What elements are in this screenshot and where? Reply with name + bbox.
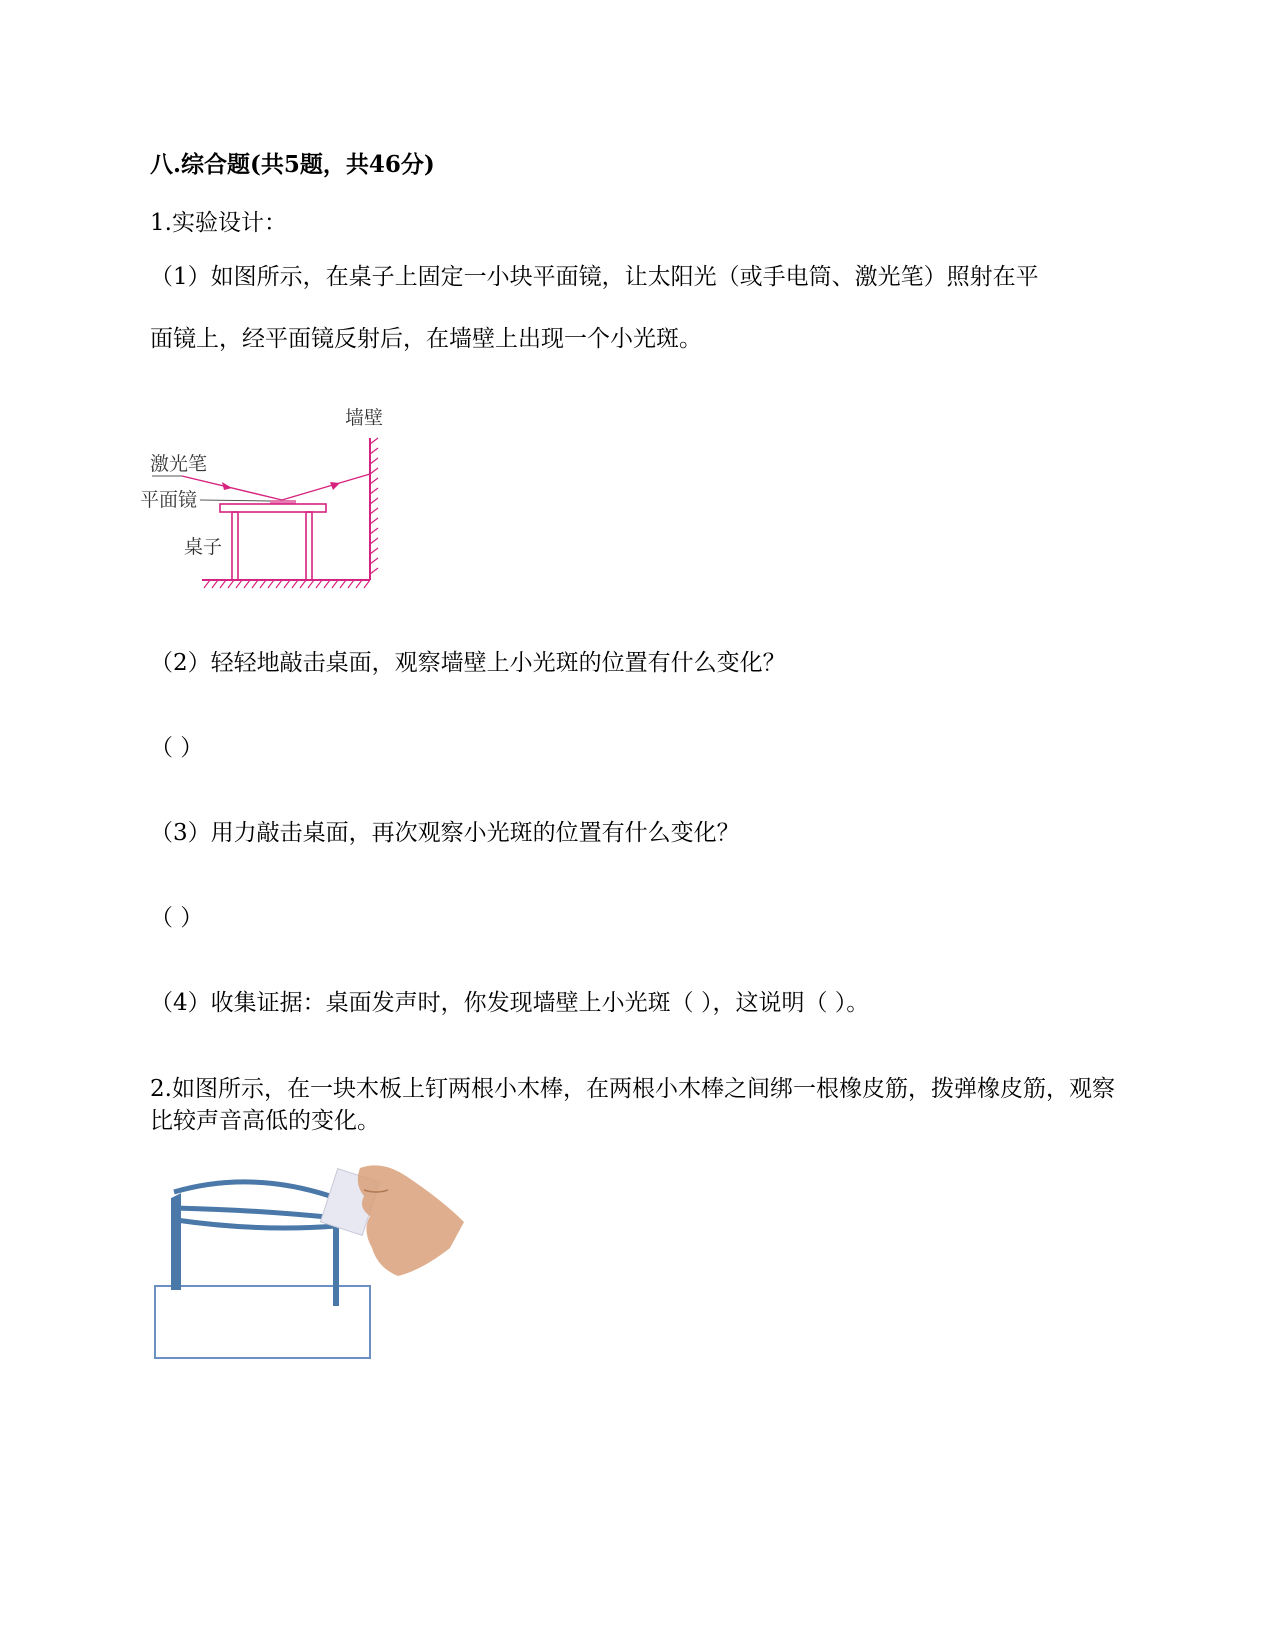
wall-hatching bbox=[370, 438, 378, 574]
hand-image bbox=[358, 1165, 464, 1276]
question-1-part-2: （2）轻轻地敲击桌面，观察墙壁上小光斑的位置有什么变化？ bbox=[150, 650, 786, 676]
reflected-ray bbox=[282, 474, 370, 500]
incident-ray-arrow bbox=[222, 482, 232, 490]
table-top bbox=[220, 504, 326, 512]
question-1-part-1-line-2: 面镜上，经平面镜反射后，在墙壁上出现一个小光斑。 bbox=[150, 326, 702, 352]
question-1-part-1-line-1: （1）如图所示，在桌子上固定一小块平面镜，让太阳光（或手电筒、激光笔）照射在平 bbox=[150, 264, 1039, 290]
floor-hatching bbox=[204, 580, 370, 588]
rubber-band-top bbox=[174, 1182, 338, 1200]
mirror-block bbox=[270, 500, 296, 504]
wall-label: 墙壁 bbox=[345, 407, 384, 429]
table-leg-left bbox=[232, 512, 238, 580]
reflected-ray-arrow bbox=[330, 482, 340, 490]
question-1-part-4: （4）收集证据：桌面发声时，你发现墙壁上小光斑（ ），这说明（ ）。 bbox=[150, 990, 870, 1016]
question-1-part-2-answer-blank[interactable]: （ ） bbox=[150, 735, 204, 761]
mirror-pointer-line bbox=[200, 500, 270, 501]
table-label: 桌子 bbox=[184, 536, 223, 558]
question-1-part-3: （3）用力敲击桌面，再次观察小光斑的位置有什么变化？ bbox=[150, 820, 740, 846]
rubber-band-diagram bbox=[150, 1160, 470, 1370]
mirror-label: 平面镜 bbox=[140, 489, 198, 511]
left-stick bbox=[174, 1198, 178, 1290]
laser-label: 激光笔 bbox=[150, 453, 208, 475]
rubber-band-middle bbox=[174, 1208, 336, 1218]
question-1-part-3-answer-blank[interactable]: （ ） bbox=[150, 905, 204, 931]
question-2-text: 2.如图所示，在一块木板上钉两根小木棒，在两根小木棒之间绑一根橡皮筋，拨弹橡皮筋，观察比较声音高低的变化。 bbox=[150, 1076, 1115, 1134]
question-1-heading: 1.实验设计： bbox=[150, 210, 287, 236]
rubber-band-lower bbox=[176, 1220, 336, 1228]
laser-mirror-diagram bbox=[140, 398, 400, 603]
table-leg-right bbox=[306, 512, 312, 580]
section-title: 八.综合题(共5题，共46分) bbox=[150, 151, 435, 178]
